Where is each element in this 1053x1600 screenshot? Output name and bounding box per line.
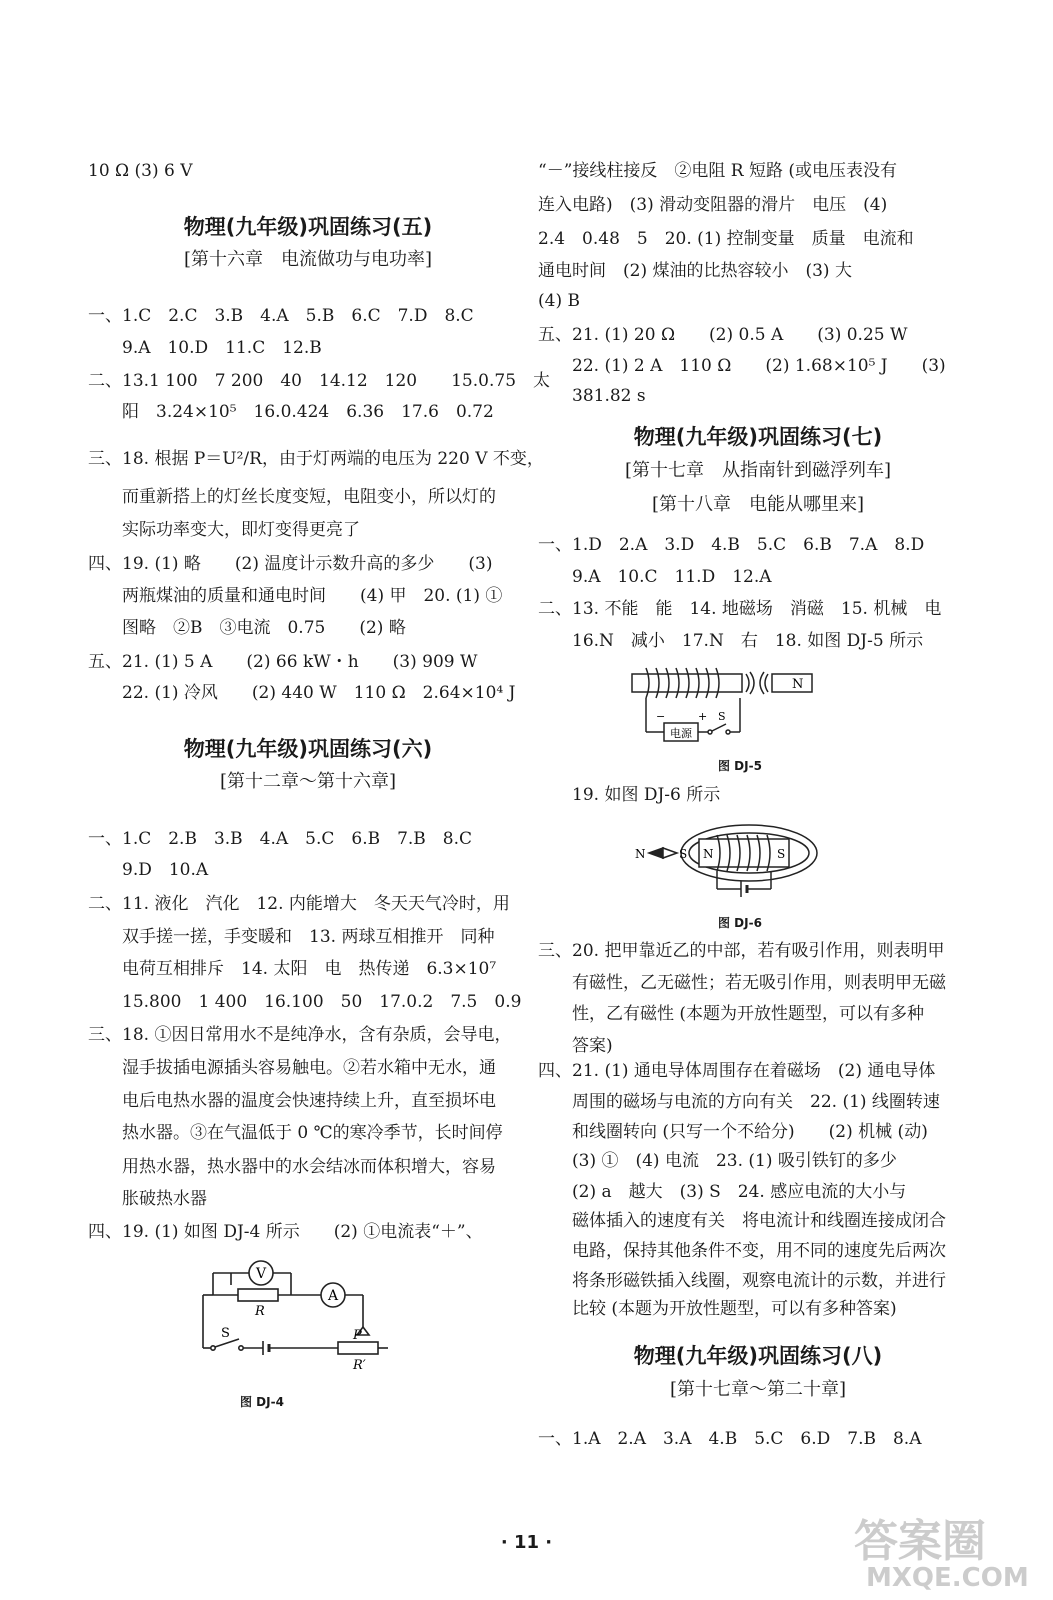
text-line: 三、18. ①因日常用水不是纯净水，含有杂质，会导电， bbox=[88, 1025, 512, 1045]
text-line: 答案) bbox=[538, 1036, 613, 1056]
text-line: 15.800 1 400 16.100 50 17.0.2 7.5 0.9 bbox=[88, 992, 522, 1012]
text-line: 五、21. (1) 5 A (2) 66 kW・h (3) 909 W bbox=[88, 652, 478, 672]
slider-label: P bbox=[353, 1328, 362, 1343]
text-line: 阳 3.24×10⁵ 16.0.424 6.36 17.6 0.72 bbox=[88, 402, 494, 422]
power-source-label: 电源 bbox=[670, 727, 692, 740]
section-title-5: 物理(九年级)巩固练习(五) bbox=[183, 215, 433, 239]
solenoid-diagram-dj6 bbox=[633, 815, 823, 900]
section-subtitle-7b: [第十八章 电能从哪里来] bbox=[651, 494, 865, 515]
section-subtitle-8: [第十七章～第二十章] bbox=[669, 1379, 847, 1400]
text-line: 两瓶煤油的质量和通电时间 (4) 甲 20. (1) ① bbox=[88, 586, 503, 606]
text-line: 图略 ②B ③电流 0.75 (2) 略 bbox=[88, 618, 406, 638]
figure-caption-dj6: 图 DJ-6 bbox=[718, 916, 762, 930]
text-line: 周围的磁场与电流的方向有关 22. (1) 线圈转速 bbox=[538, 1092, 940, 1112]
positive-terminal-label: + bbox=[698, 710, 708, 723]
text-line: 一、1.D 2.A 3.D 4.B 5.C 6.B 7.A 8.D bbox=[538, 535, 925, 555]
text-line: 而重新搭上的灯丝长度变短，电阻变小，所以灯的 bbox=[88, 487, 496, 507]
text-line: 湿手拔插电源插头容易触电。②若水箱中无水，通 bbox=[88, 1058, 496, 1078]
text-line: 比较 (本题为开放性题型，可以有多种答案) bbox=[538, 1299, 897, 1319]
text-line: 二、13.1 100 7 200 40 14.12 120 15.0.75 太 bbox=[88, 371, 551, 391]
text-line: 电荷互相排斥 14. 太阳 电 热传递 6.3×10⁷ bbox=[88, 959, 497, 979]
switch-label: S bbox=[718, 710, 726, 723]
figure-caption-dj4: 图 DJ-4 bbox=[240, 1395, 284, 1409]
text-line: 22. (1) 冷风 (2) 440 W 110 Ω 2.64×10⁴ J bbox=[88, 683, 516, 703]
text-line: 一、1.C 2.C 3.B 4.A 5.B 6.C 7.D 8.C bbox=[88, 306, 474, 326]
text-line: 双手搓一搓，手变暖和 13. 两球互相推开 同种 bbox=[88, 927, 495, 947]
compass-south-label: S bbox=[679, 847, 688, 861]
text-line: 用热水器，热水器中的水会结冰而体积增大，容易 bbox=[88, 1157, 496, 1177]
page-number: · 11 · bbox=[500, 1532, 553, 1553]
switch-label: S bbox=[221, 1326, 230, 1341]
text-line: 9.A 10.C 11.D 12.A bbox=[538, 567, 772, 587]
text-line: 实际功率变大，即灯变得更亮了 bbox=[88, 520, 360, 540]
resistor-label: R bbox=[255, 1304, 265, 1319]
text-line: 381.82 s bbox=[538, 386, 646, 406]
voltmeter-label: V bbox=[255, 1266, 267, 1282]
text-line: 四、21. (1) 通电导体周围存在着磁场 (2) 通电导体 bbox=[538, 1061, 936, 1081]
text-line: (3) ① (4) 电流 23. (1) 吸引铁钉的多少 bbox=[538, 1151, 897, 1171]
text-line: 9.D 10.A bbox=[88, 860, 209, 880]
text-line: 22. (1) 2 A 110 Ω (2) 1.68×10⁵ J (3) bbox=[538, 356, 946, 376]
section-title-7: 物理(九年级)巩固练习(七) bbox=[633, 425, 883, 449]
text-line: 19. 如图 DJ-6 所示 bbox=[538, 785, 721, 805]
text-line: (2) a 越大 (3) S 24. 感应电流的大小与 bbox=[538, 1182, 907, 1202]
section-subtitle-6: [第十二章～第十六章] bbox=[219, 771, 397, 792]
section-subtitle-5: [第十六章 电流做功与电功率] bbox=[183, 249, 433, 270]
magnet-pole-label: N bbox=[792, 677, 804, 692]
text-line: 性，乙有磁性 (本题为开放性题型，可以有多种 bbox=[538, 1004, 925, 1024]
text-line: 10 Ω (3) 6 V bbox=[88, 161, 193, 181]
figure-caption-dj5: 图 DJ-5 bbox=[718, 759, 762, 773]
text-line: 三、20. 把甲靠近乙的中部，若有吸引作用，则表明甲 bbox=[538, 941, 945, 961]
text-line: 电路，保持其他条件不变，用不同的速度先后两次 bbox=[538, 1241, 946, 1261]
text-line: 磁体插入的速度有关 将电流计和线圈连接成闭合 bbox=[538, 1211, 946, 1231]
watermark-text: 答案圈 bbox=[854, 1516, 986, 1567]
text-line: 热水器。③在气温低于 0 ℃的寒冷季节，长时间停 bbox=[88, 1123, 503, 1143]
text-line: 胀破热水器 bbox=[88, 1189, 207, 1209]
text-line: 9.A 10.D 11.C 12.B bbox=[88, 338, 322, 358]
section-subtitle-7a: [第十七章 从指南针到磁浮列车] bbox=[624, 460, 892, 481]
watermark-logo bbox=[846, 1505, 1036, 1595]
solenoid-south-label: S bbox=[777, 847, 786, 861]
text-line: 一、1.A 2.A 3.A 4.B 5.C 6.D 7.B 8.A bbox=[538, 1429, 922, 1449]
text-line: 和线圈转向 (只写一个不给分) (2) 机械 (动) bbox=[538, 1122, 928, 1142]
electromagnet-diagram-dj5 bbox=[628, 660, 818, 750]
compass-north-label: N bbox=[635, 847, 646, 861]
text-line: 四、19. (1) 如图 DJ-4 所示 (2) ①电流表“＋”、 bbox=[88, 1222, 483, 1242]
watermark-url: MXQE.COM bbox=[866, 1563, 1029, 1593]
text-line: (4) B bbox=[538, 291, 580, 311]
text-line: 通电时间 (2) 煤油的比热容较小 (3) 大 bbox=[538, 261, 852, 281]
text-line: 2.4 0.48 5 20. (1) 控制变量 质量 电流和 bbox=[538, 229, 914, 249]
text-line: 二、11. 液化 汽化 12. 内能增大 冬天天气冷时，用 bbox=[88, 894, 510, 914]
text-line: 连入电路) (3) 滑动变阻器的滑片 电压 (4) bbox=[538, 195, 888, 215]
text-line: 五、21. (1) 20 Ω (2) 0.5 A (3) 0.25 W bbox=[538, 325, 908, 345]
text-line: “－”接线柱接反 ②电阻 R 短路 (或电压表没有 bbox=[538, 161, 898, 181]
text-line: 电后电热水器的温度会快速持续上升，直至损坏电 bbox=[88, 1091, 496, 1111]
text-line: 16.N 减小 17.N 右 18. 如图 DJ-5 所示 bbox=[538, 631, 924, 651]
section-title-6: 物理(九年级)巩固练习(六) bbox=[183, 737, 433, 761]
negative-terminal-label: − bbox=[656, 710, 666, 723]
text-line: 二、13. 不能 能 14. 地磁场 消磁 15. 机械 电 bbox=[538, 599, 942, 619]
text-line: 将条形磁铁插入线圈，观察电流计的示数，并进行 bbox=[538, 1271, 946, 1291]
ammeter-label: A bbox=[327, 1288, 339, 1304]
text-line: 三、18. 根据 P＝U²/R，由于灯两端的电压为 220 V 不变， bbox=[88, 449, 544, 469]
solenoid-north-label: N bbox=[703, 847, 714, 861]
section-title-8: 物理(九年级)巩固练习(八) bbox=[633, 1344, 883, 1368]
text-line: 四、19. (1) 略 (2) 温度计示数升高的多少 (3) bbox=[88, 554, 493, 574]
text-line: 一、1.C 2.B 3.B 4.A 5.C 6.B 7.B 8.C bbox=[88, 829, 473, 849]
circuit-diagram-dj4 bbox=[193, 1255, 443, 1375]
rheostat-label: R′ bbox=[353, 1358, 366, 1373]
text-line: 有磁性，乙无磁性；若无吸引作用，则表明甲无磁 bbox=[538, 973, 946, 993]
